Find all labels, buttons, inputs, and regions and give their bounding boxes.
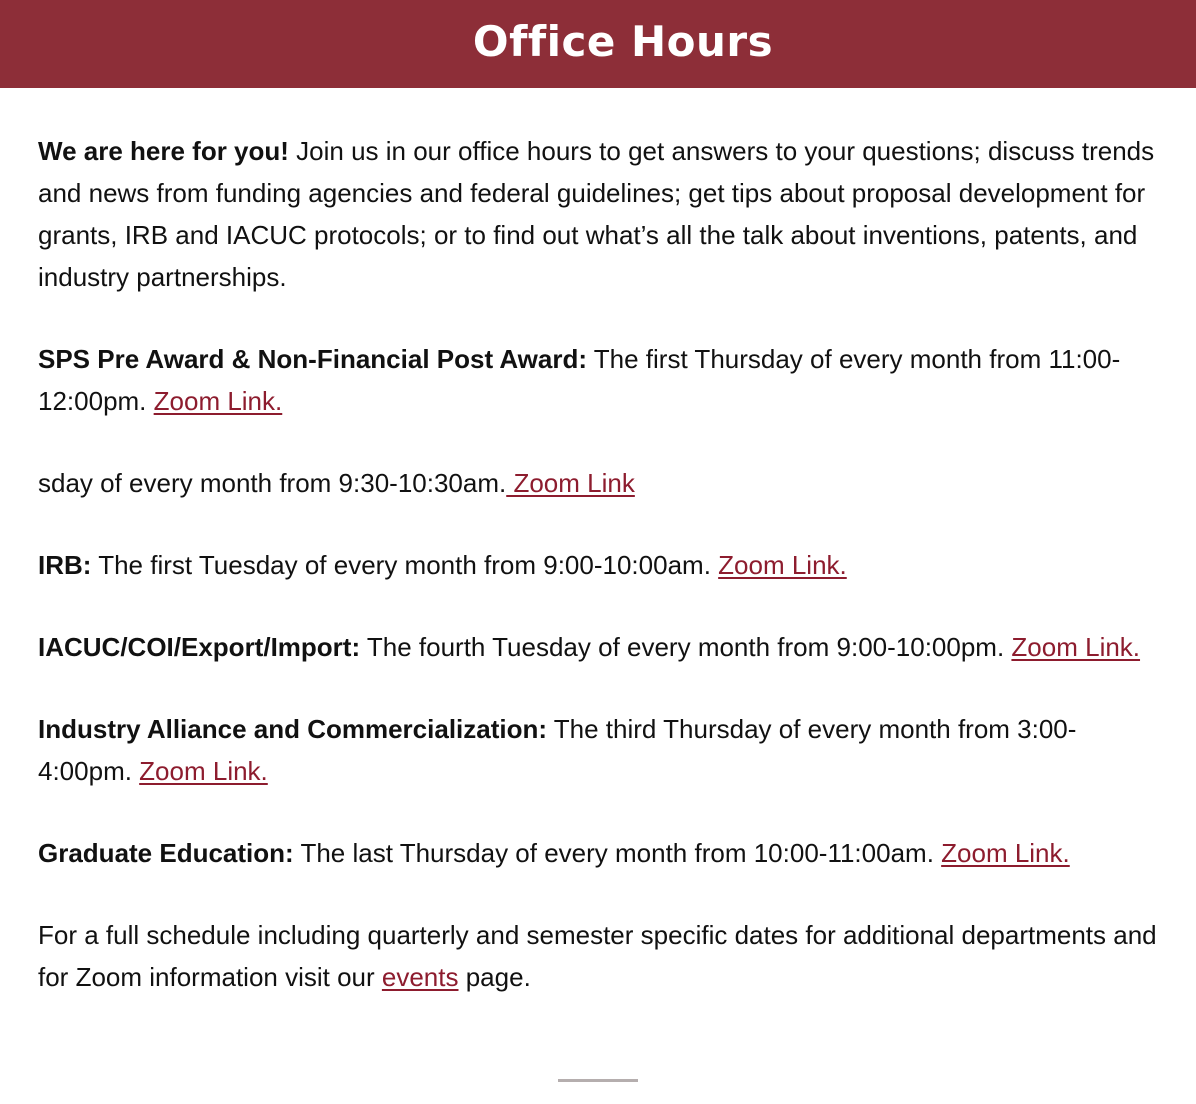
session-text: The first Tuesday of every month from 9:00-10:00am. (91, 550, 719, 580)
session-irb (38, 544, 1163, 586)
session-text: The first Thursday of every month from 11:00-12:00pm. (38, 344, 1121, 416)
zoom-link[interactable]: Zoom Link. (1011, 632, 1141, 662)
session-industry (38, 708, 1163, 792)
zoom-link[interactable]: Zoom Link. (153, 386, 283, 416)
zoom-link[interactable]: Zoom Link (506, 468, 635, 498)
header-banner (0, 0, 1196, 88)
session-label: Graduate Education: (38, 838, 294, 868)
session-label: IRB: (38, 550, 92, 580)
footer-text-end: page. (458, 962, 531, 992)
session-text: The third Thursday of every month from 3:00-4:00pm. (38, 714, 1077, 786)
session-text: The last Thursday of every month from 10:00-11:00am. (293, 838, 942, 868)
zoom-link[interactable]: Zoom Link. (718, 550, 847, 580)
session-graduate (38, 832, 1163, 874)
footer-paragraph (38, 914, 1163, 998)
session-sps (38, 338, 1163, 422)
intro-paragraph (38, 130, 1163, 298)
session-text: sday of every month from 9:30-10:30am. (38, 468, 507, 498)
intro-text: Join us in our office hours to get answers to your questions; discuss trends and news from funding agencies and federal guidelines; get tips about proposal development for grants, IRB and IACUC protocols; or to find out what’s all the talk about inventions, patents, and industry partnerships. (38, 136, 1155, 292)
session-partial (38, 462, 1163, 504)
footer-text: For a full schedule including quarterly and semester specific dates for additional departments and for Zoom information visit our (38, 920, 1157, 992)
page-title: Office Hours (472, 16, 774, 66)
main-content (38, 130, 1163, 1038)
session-iacuc (38, 626, 1163, 668)
session-text: The fourth Tuesday of every month from 9:00-10:00pm. (360, 632, 1012, 662)
session-label: Industry Alliance and Commercialization: (38, 714, 548, 744)
zoom-link[interactable]: Zoom Link. (941, 838, 1070, 868)
events-link[interactable]: events (381, 962, 459, 992)
divider (558, 1079, 638, 1082)
session-label: SPS Pre Award & Non-Financial Post Award: (38, 344, 588, 374)
intro-lead: We are here for you! (38, 136, 289, 166)
zoom-link[interactable]: Zoom Link. (139, 756, 268, 786)
session-label: IACUC/COI/Export/Import: (38, 632, 361, 662)
